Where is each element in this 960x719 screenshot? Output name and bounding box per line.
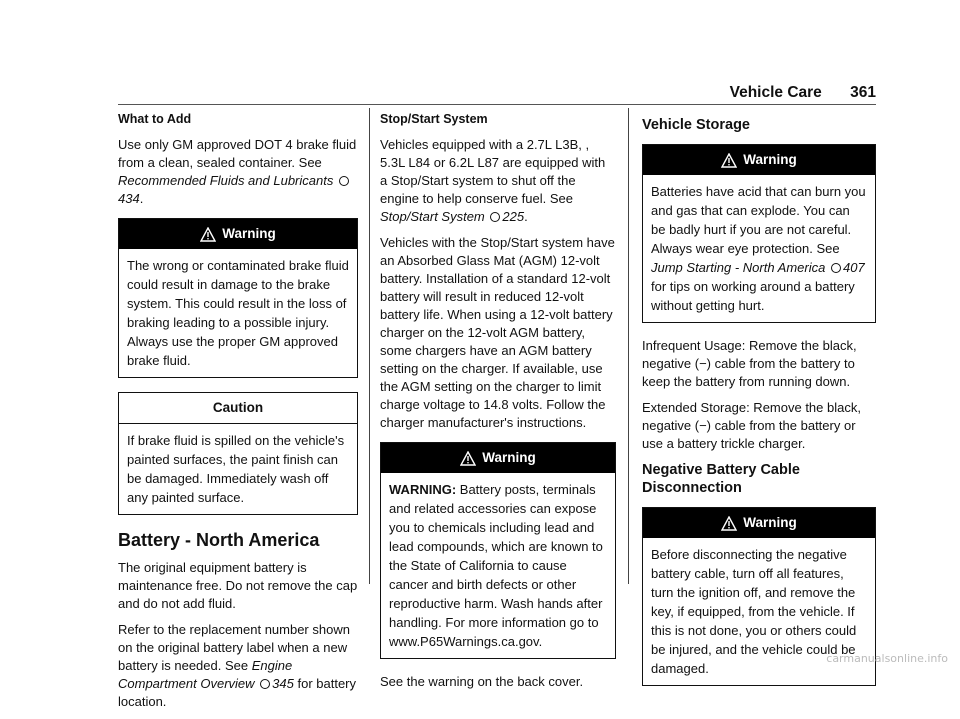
page-ref-icon — [490, 212, 500, 222]
warning-header — [643, 145, 875, 175]
warning-header — [381, 443, 615, 473]
warning-icon — [460, 451, 476, 466]
column-2 — [380, 110, 616, 699]
warning-title: Warning — [482, 450, 536, 465]
warning-header — [643, 508, 875, 538]
warning-title: Warning — [743, 515, 797, 530]
column-1 — [118, 110, 358, 719]
header-rule — [118, 104, 876, 105]
xref-link[interactable]: Stop/Start System — [380, 209, 485, 224]
caution-header: Caution — [119, 393, 357, 424]
warning-box — [118, 218, 358, 378]
paragraph: Infrequent Usage: Remove the black, negative (−) cable from the battery to keep the battery from running down. — [642, 338, 857, 389]
xref-link[interactable]: Recommended Fluids and Lubricants — [118, 173, 334, 188]
warning-icon — [721, 153, 737, 168]
warning-title: Warning — [222, 226, 276, 241]
page-header — [730, 84, 876, 102]
paragraph: Extended Storage: Remove the black, negative (−) cable from the battery or use a battery trickle charger. — [642, 400, 861, 451]
page-ref-icon — [339, 176, 349, 186]
page-ref-icon — [260, 679, 270, 689]
xref-link[interactable]: Engine Compartment Overview — [118, 658, 293, 691]
warning-icon — [200, 227, 216, 242]
xref-page[interactable]: 434 — [118, 191, 140, 206]
warning-text: Before disconnecting the negative battery cable, turn off all features, turn the ignition off, and remove the key, if equipped, from the vehicle. If this is not done, you or others could be injured, and the vehicle could be damaged. — [651, 547, 857, 676]
paragraph: The original equipment battery is maintenance free. Do not remove the cap and do not add fluid. — [118, 560, 358, 611]
paragraph: Use only GM approved DOT 4 brake fluid from a clean, sealed container. See Recommended Fluids and Lubricants 434. — [118, 137, 357, 206]
warning-text: Batteries have acid that can burn you and gas that can explode. You can be badly hurt if you are not careful. Always wear eye protection. See Jump Starting - North America 407 for tips on working around a battery without getting hurt. — [651, 184, 866, 313]
section-title: Vehicle Care — [729, 84, 822, 101]
caution-box — [118, 392, 358, 515]
battery-heading: Battery - North America — [118, 530, 320, 550]
page-ref-icon — [831, 263, 841, 273]
column-3 — [642, 110, 876, 700]
xref-page[interactable]: 407 — [842, 260, 865, 275]
disconnect-heading: Negative Battery Cable Disconnection — [642, 462, 800, 496]
xref-page[interactable]: 345 — [272, 676, 294, 691]
warning-icon — [721, 516, 737, 531]
warning-title: Warning — [743, 152, 797, 167]
warning-header — [119, 219, 357, 249]
warning-box — [380, 442, 616, 659]
warning-text: WARNING: Battery posts, terminals and related accessories can expose you to chemicals including lead and lead compounds, which are known to the State of California to cause cancer and birth defects or other reproductive harm. Wash hands after handling. For more information go to www.P65Warnings.ca.gov. — [389, 482, 603, 649]
column-divider — [628, 108, 629, 584]
watermark: carmanualsonline.info — [826, 652, 948, 665]
warning-text: The wrong or contaminated brake fluid could result in damage to the brake system. This could result in the loss of braking leading to a possible injury. Always use the proper GM approved brake fluid. — [127, 258, 349, 368]
page-number: 361 — [850, 84, 876, 101]
vehicle-storage-heading: Vehicle Storage — [642, 117, 750, 133]
what-to-add-label: What to Add — [118, 112, 192, 126]
xref-page[interactable]: 225 — [502, 209, 525, 224]
caution-text: If brake fluid is spilled on the vehicle's painted surfaces, the paint finish can be damaged. Immediately wash off any painted surface. — [127, 433, 345, 505]
warning-box — [642, 144, 876, 323]
paragraph: Vehicles with the Stop/Start system have an Absorbed Glass Mat (AGM) 12-volt battery. Installation of a standard 12-volt battery will result in reduced 12-volt battery life. When using a 12-volt battery charger on the 12-volt AGM battery, some chargers have an AGM battery setting on the charger. If available, use the AGM setting on the charger to limit charge voltage to 14.8 volts. Follow the charger manufacturer's instructions. — [380, 235, 615, 430]
paragraph: Refer to the replacement number shown on the original battery label when a new battery is needed. See Engine Compartment Overview 345 for battery location. — [118, 622, 357, 709]
column-divider — [369, 108, 370, 584]
xref-link[interactable]: Jump Starting - North America — [651, 260, 826, 275]
stop-start-label: Stop/Start System — [380, 112, 488, 126]
paragraph: See the warning on the back cover. — [380, 674, 584, 689]
paragraph: Vehicles equipped with a 2.7L L3B, , 5.3L L84 or 6.2L L87 are equipped with a Stop/Start system to shut off the engine to help conserve fuel. See Stop/Start System 225. — [380, 137, 606, 224]
